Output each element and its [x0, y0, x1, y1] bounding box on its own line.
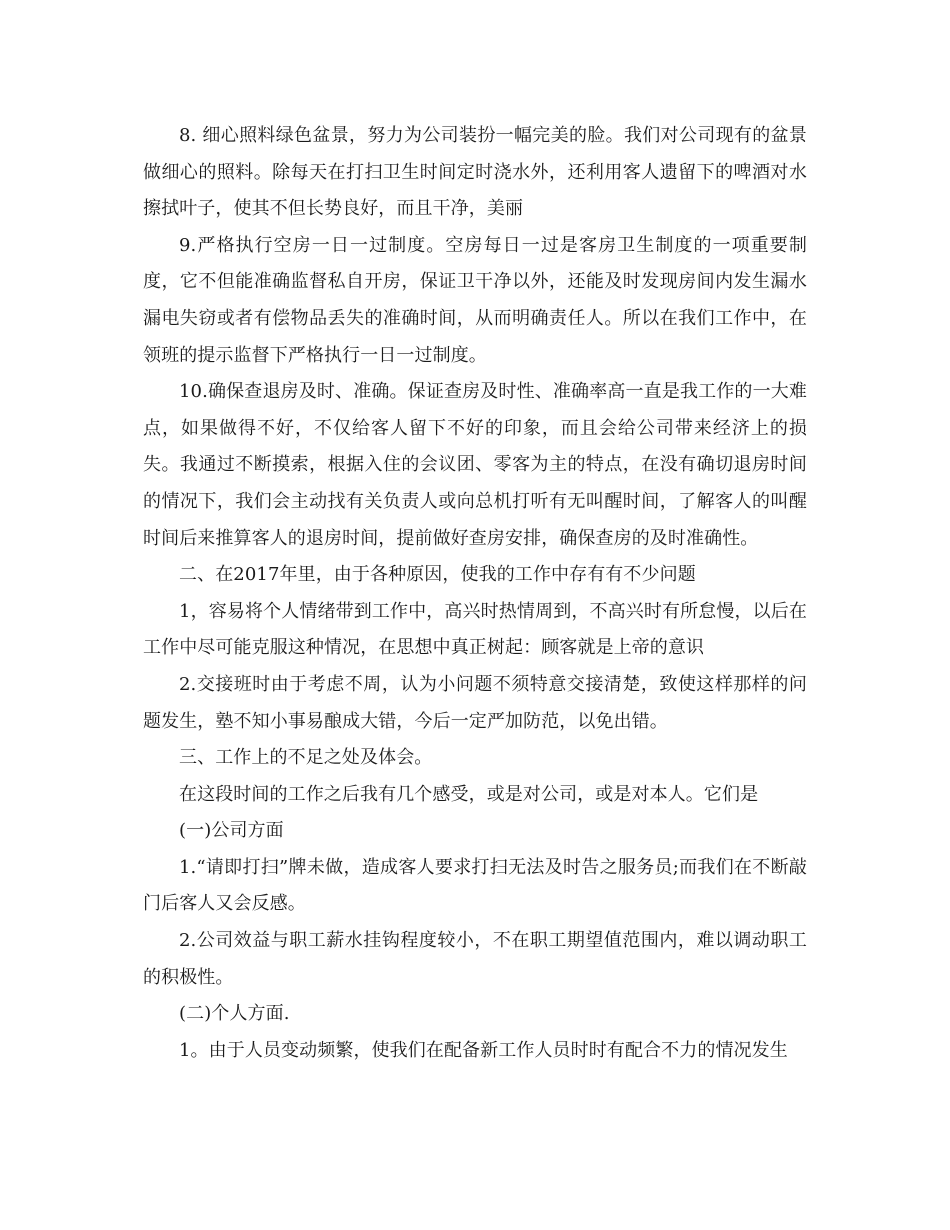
- paragraph-problem-1: 1，容易将个人情绪带到工作中，高兴时热情周到，不高兴时有所怠慢，以后在工作中尽可能克服这种情况，在思想中真正树起：顾客就是上帝的意识: [143, 600, 807, 659]
- subheading-personal: (二)个人方面.: [179, 1003, 290, 1025]
- paragraph-item-10-checkout-inspection: 10.确保查退房及时、准确。保证查房及时性、准确率高一直是我工作的一大难点，如果做得不好，不仅给客人留下不好的印象，而且会给公司带来经济上的损失。我通过不断摸索，根据入住的会议团、零客为主的特点，在没有确切退房时间的情况下，我们会主动找有关负责人或向总机打听有无叫醒时间，了解客人的叫醒时间后来推算客人的退房时间，提前做好查房安排，确保查房的及时准确性。: [143, 381, 807, 549]
- paragraph-company-2: 2.公司效益与职工薪水挂钩程度较小，不在职工期望值范围内，难以调动职工的积极性。: [143, 930, 807, 988]
- paragraph-personal-1: 1。由于人员变动频繁，使我们在配备新工作人员时时有配合不力的情况发生: [179, 1039, 788, 1061]
- paragraph-intro-feelings: 在这段时间的工作之后我有几个感受，或是对公司，或是对本人。它们是: [179, 783, 759, 805]
- paragraph-item-8-potted-plants: 8. 细心照料绿色盆景，努力为公司装扮一幅完美的脸。我们对公司现有的盆景做细心的照料。除每天在打扫卫生时间定时浇水外，还利用客人遗留下的啤酒对水擦拭叶子，使其不但长势良好，而且干净，美丽: [143, 125, 807, 220]
- paragraph-problem-2: 2.交接班时由于考虑不周，认为小问题不须特意交接清楚，致使这样那样的问题发生，塾不知小事易酿成大错，今后一定严加防范，以免出错。: [143, 673, 807, 732]
- subheading-company: (一)公司方面: [179, 820, 284, 842]
- document-body: [143, 118, 807, 1069]
- section-heading-problems: 二、在2017年里，由于各种原因，使我的工作中存有有不少问题: [179, 564, 696, 586]
- paragraph-company-1: 1.“请即打扫”牌未做，造成客人要求打扫无法及时告之服务员;而我们在不断敲门后客人又会反感。: [143, 856, 807, 915]
- paragraph-item-9-vacant-room-check: 9.严格执行空房一日一过制度。空房每日一过是客房卫生制度的一项重要制度，它不但能准确监督私自开房，保证卫干净以外，还能及时发现房间内发生漏水漏电失窃或者有偿物品丢失的准确时间，从而明确责任人。所以在我们工作中，在领班的提示监督下严格执行一日一过制度。: [143, 234, 807, 366]
- section-heading-shortcomings: 三、工作上的不足之处及体会。: [179, 747, 433, 769]
